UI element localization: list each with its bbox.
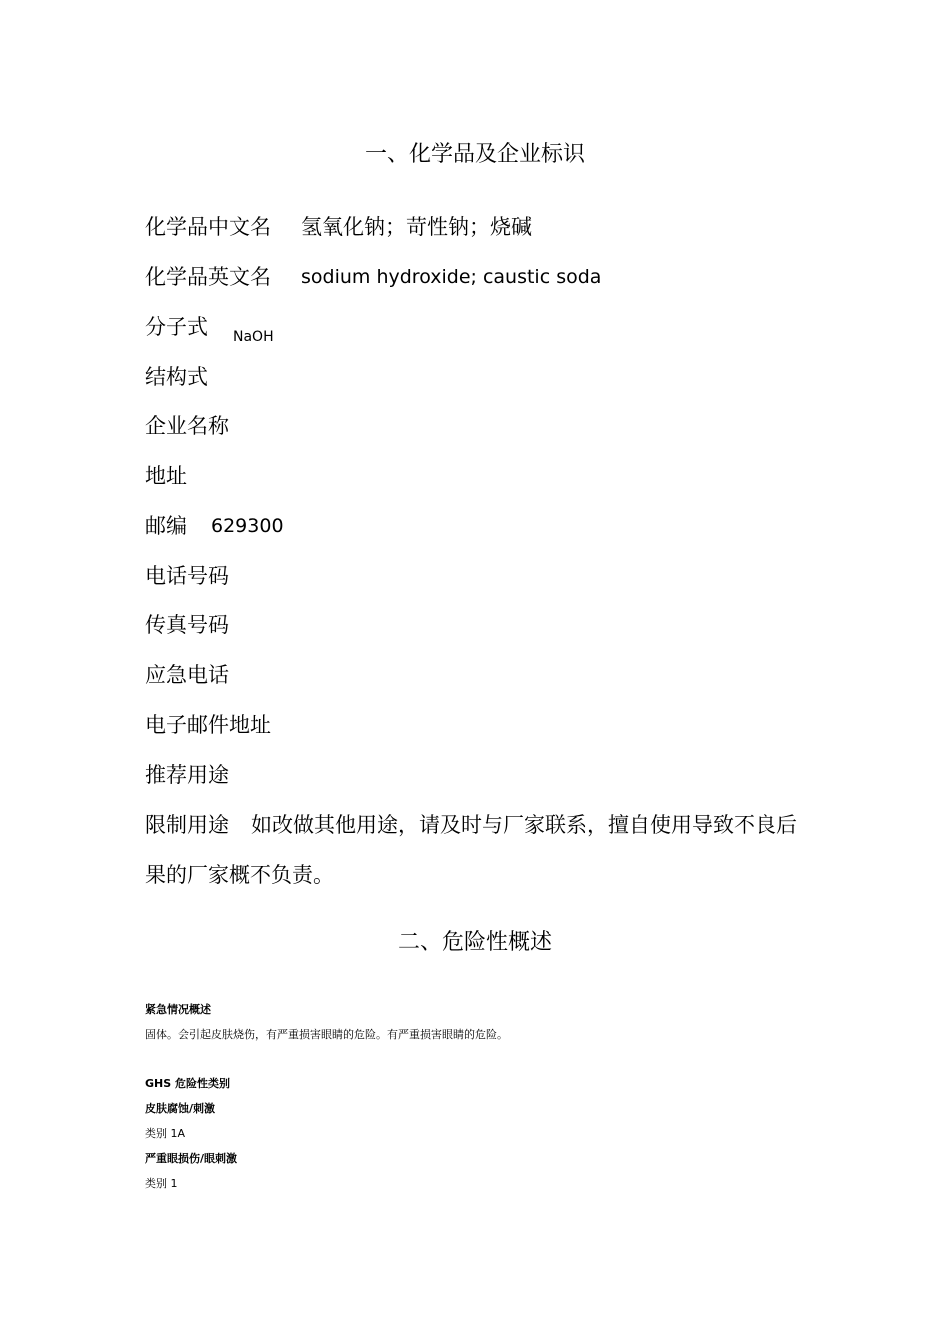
postcode-label: 邮编	[145, 514, 187, 538]
restricted-use-value: 如改做其他用途，请及时与厂家联系，擅自使用导致不良后果的厂家概不负责。	[145, 813, 797, 887]
fax-label: 传真号码	[145, 613, 229, 637]
restricted-use-label: 限制用途	[145, 813, 229, 837]
company-label: 企业名称	[145, 414, 229, 438]
email-label: 电子邮件地址	[145, 713, 271, 737]
section2-title: 二、危险性概述	[397, 930, 552, 955]
eye-category: 类别 1	[145, 1177, 178, 1190]
skin-heading: 皮肤腐蚀/刺激	[145, 1102, 216, 1115]
en-name-label: 化学品英文名	[145, 265, 271, 289]
phone-label: 电话号码	[145, 564, 229, 588]
emergency-text: 固体。会引起皮肤烧伤，有严重损害眼睛的危险。有严重损害眼睛的危险。	[145, 1028, 508, 1041]
postcode-value: 629300	[211, 515, 284, 537]
restricted-use-paragraph	[145, 800, 815, 900]
ghs-heading: GHS 危险性类别	[145, 1077, 230, 1090]
formula-label: 分子式	[145, 315, 208, 339]
skin-category: 类别 1A	[145, 1127, 186, 1140]
recommended-use-label: 推荐用途	[145, 763, 229, 787]
eye-heading: 严重眼损伤/眼刺激	[145, 1152, 238, 1165]
emergency-phone-label: 应急电话	[145, 663, 229, 687]
cn-name-value: 氢氧化钠；苛性钠；烧碱	[301, 215, 532, 239]
address-label: 地址	[145, 464, 187, 488]
section1-title: 一、化学品及企业标识	[364, 142, 585, 167]
emergency-heading: 紧急情况概述	[145, 1003, 211, 1016]
cn-name-label: 化学品中文名	[145, 215, 271, 239]
structure-label: 结构式	[145, 365, 208, 389]
en-name-value: sodium hydroxide; caustic soda	[301, 266, 602, 288]
formula-value: NaOH	[233, 329, 274, 345]
